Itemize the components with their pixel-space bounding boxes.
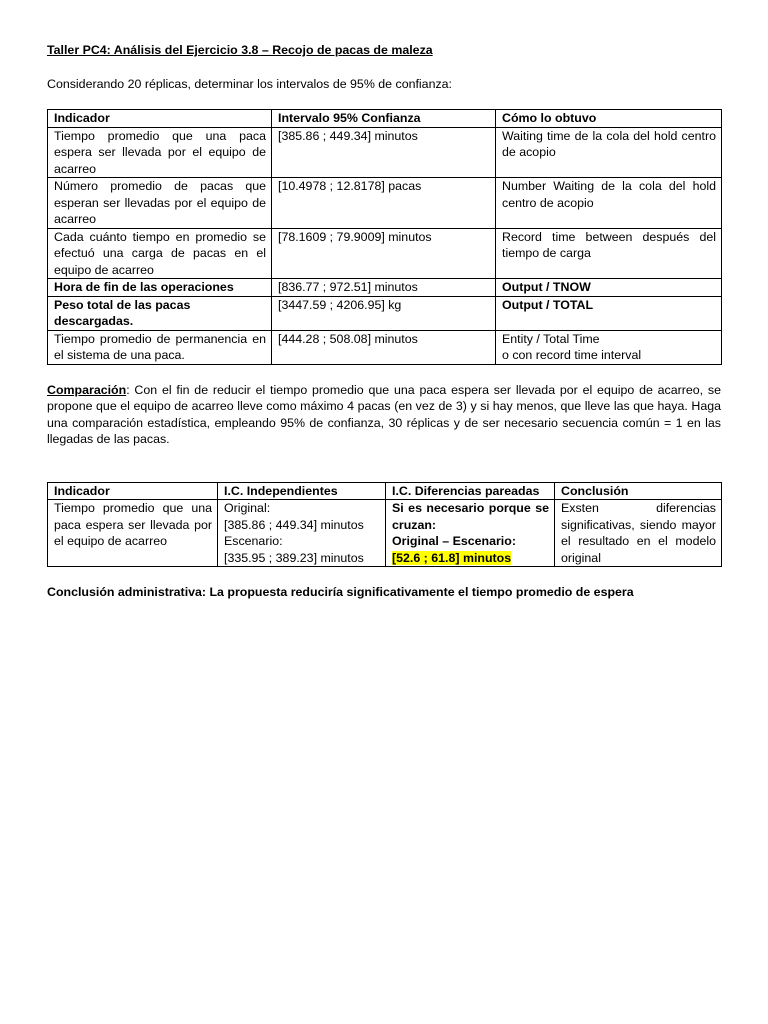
header-como: Cómo lo obtuvo [496, 110, 722, 128]
table-cell-indicador: Tiempo promedio que una paca espera ser llevada por el equipo de acarreo [48, 500, 218, 567]
conclusion-admin-text: Conclusión administrativa: La propuesta reduciría significativamente el tiempo promedio de espera [47, 585, 634, 599]
table-cell-indicador: Hora de fin de las operaciones [48, 279, 272, 297]
table-row [48, 178, 722, 229]
table-cell-intervalo: [385.86 ; 449.34] minutos [272, 127, 496, 178]
table-cell-indicador: Peso total de las pacas descargadas. [48, 296, 272, 330]
conclusion-administrativa [47, 584, 721, 601]
table-cell-ic-independientes [218, 500, 386, 567]
table-cell-intervalo: [836.77 ; 972.51] minutos [272, 279, 496, 297]
document-page [47, 40, 721, 601]
como-line: o con record time interval [502, 348, 642, 362]
document-title: Taller PC4: Análisis del Ejercicio 3.8 – Recojo de pacas de maleza [47, 43, 433, 57]
comparacion-paragraph [47, 382, 721, 448]
diferencias-note: Si es necesario porque se cruzan: [392, 501, 549, 532]
comparison-table [47, 482, 722, 568]
header-ic-independientes: I.C. Independientes [218, 482, 386, 500]
comparacion-text: : Con el fin de reducir el tiempo promedio que una paca espera ser llevada por el equipo de acarreo, se propone que el equipo de acarreo lleve como máximo 4 pacas (en vez de 3) y si hay menos, que lleve las que haya. Haga una comparación estadística, empleando 95% de confianza, 30 réplicas y de ser necesario secuencia común = 1 en las llegadas de las pacas. [47, 382, 721, 446]
table-cell-conclusion: Exsten diferencias significativas, siendo mayor el resultado en el modelo original [555, 500, 722, 567]
table-row [48, 500, 722, 567]
table-cell-como: Output / TNOW [496, 279, 722, 297]
comparacion-label: Comparación [47, 382, 127, 397]
table-cell-indicador: Tiempo promedio de permanencia en el sistema de una paca. [48, 330, 272, 364]
table-row [48, 279, 722, 297]
header-ic-diferencias: I.C. Diferencias pareadas [386, 482, 555, 500]
table-cell-intervalo: [444.28 ; 508.08] minutos [272, 330, 496, 364]
escenario-label: Escenario: [224, 534, 283, 548]
header-indicador: Indicador [48, 110, 272, 128]
escenario-value: [335.95 ; 389.23] minutos [224, 550, 364, 565]
original-label: Original: [224, 501, 271, 515]
header-conclusion: Conclusión [555, 482, 722, 500]
como-line: Entity / Total Time [502, 331, 600, 346]
diferencias-value-highlighted: [52.6 ; 61.8] minutos [392, 550, 512, 565]
original-value: [385.86 ; 449.34] minutos [224, 517, 364, 532]
intro-text: Considerando 20 réplicas, determinar los intervalos de 95% de confianza: [47, 76, 452, 91]
table-cell-indicador: Número promedio de pacas que esperan ser llevadas por el equipo de acarreo [48, 178, 272, 229]
table-row [48, 330, 722, 364]
table-cell-como: Number Waiting de la cola del hold centro de acopio [496, 178, 722, 229]
table-header-row [48, 110, 722, 128]
table-cell-indicador: Tiempo promedio que una paca espera ser llevada por el equipo de acarreo [48, 127, 272, 178]
table-cell-intervalo: [3447.59 ; 4206.95] kg [272, 296, 496, 330]
table-cell-como [496, 330, 722, 364]
header-intervalo: Intervalo 95% Confianza [272, 110, 496, 128]
diferencias-label: Original – Escenario: [392, 534, 516, 548]
table-cell-intervalo: [78.1609 ; 79.9009] minutos [272, 228, 496, 279]
table-row [48, 296, 722, 330]
confidence-intervals-table [47, 109, 722, 365]
table-row [48, 228, 722, 279]
header-indicador: Indicador [48, 482, 218, 500]
table-cell-indicador: Cada cuánto tiempo en promedio se efectuó una carga de pacas en el equipo de acarreo [48, 228, 272, 279]
table-cell-como: Output / TOTAL [496, 296, 722, 330]
table-row [48, 127, 722, 178]
table-cell-intervalo: [10.4978 ; 12.8178] pacas [272, 178, 496, 229]
table-cell-ic-diferencias [386, 500, 555, 567]
table-cell-como: Record time between después del tiempo de carga [496, 228, 722, 279]
table-cell-como: Waiting time de la cola del hold centro de acopio [496, 127, 722, 178]
table-header-row [48, 482, 722, 500]
